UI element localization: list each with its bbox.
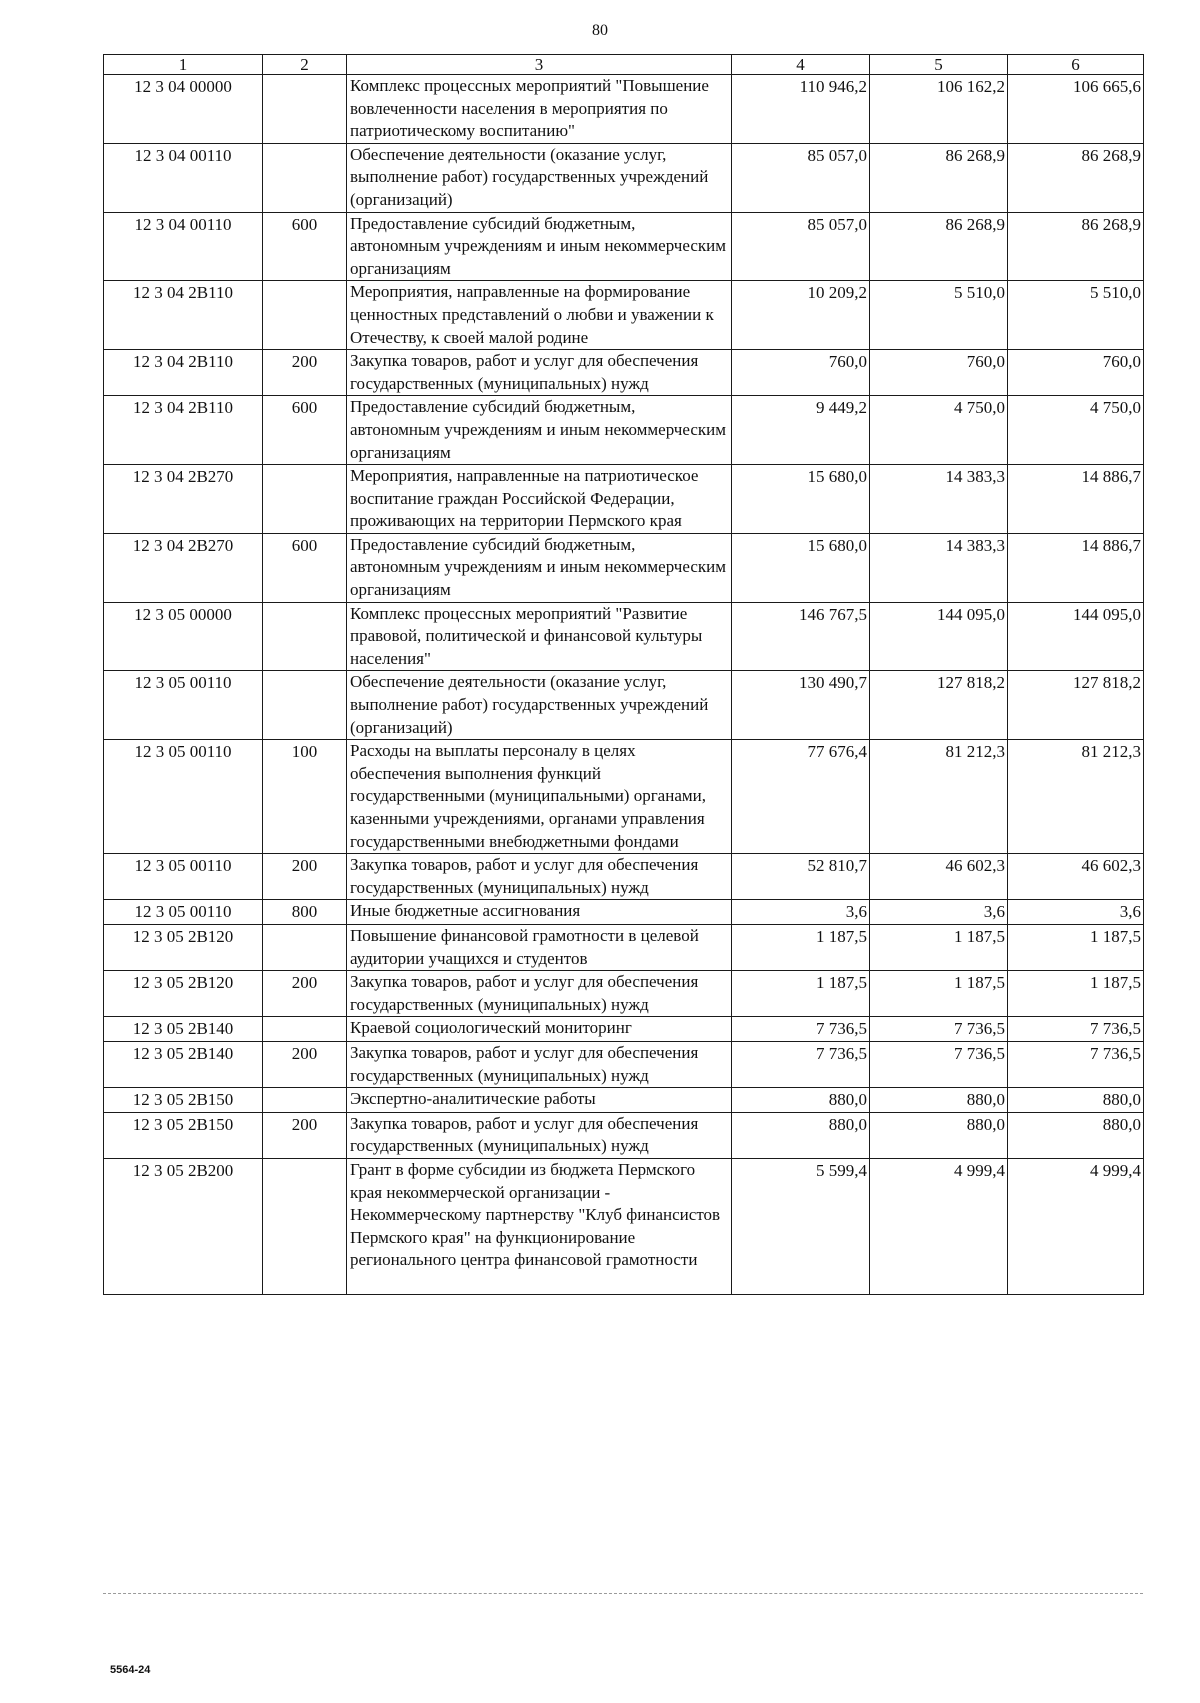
table-body <box>104 75 1144 1295</box>
row-value-col5-cell: 880,0 <box>870 1088 1008 1113</box>
row-expense-type-cell <box>263 924 347 970</box>
row-value-col5-cell: 1 187,5 <box>870 924 1008 970</box>
row-value-col6-cell: 1 187,5 <box>1008 924 1144 970</box>
row-code-cell: 12 3 05 2В140 <box>104 1017 263 1042</box>
row-name-cell: Повышение финансовой грамотности в целевой аудитории учащихся и студентов <box>347 924 732 970</box>
row-value-col5-cell: 86 268,9 <box>870 143 1008 212</box>
row-value-col6-cell: 46 602,3 <box>1008 854 1144 900</box>
row-value-col6-cell: 7 736,5 <box>1008 1041 1144 1087</box>
table-row <box>104 924 1144 970</box>
row-value-col6-cell: 144 095,0 <box>1008 602 1144 671</box>
row-expense-type-cell: 600 <box>263 212 347 281</box>
row-value-col6-cell: 880,0 <box>1008 1112 1144 1158</box>
document-id: 5564-24 <box>110 1664 151 1676</box>
row-expense-type-cell: 100 <box>263 740 347 854</box>
row-value-col5-cell: 3,6 <box>870 900 1008 925</box>
row-value-col5-cell: 1 187,5 <box>870 971 1008 1017</box>
row-code-cell: 12 3 04 2В110 <box>104 350 263 396</box>
row-name-cell: Обеспечение деятельности (оказание услуг, выполнение работ) государственных учреждений (организаций) <box>347 143 732 212</box>
row-name-cell: Предоставление субсидий бюджетным, автономным учреждениям и иным некоммерческим организациям <box>347 212 732 281</box>
table-row <box>104 671 1144 740</box>
row-value-col6-cell: 5 510,0 <box>1008 281 1144 350</box>
row-expense-type-cell <box>263 143 347 212</box>
row-value-col5-cell: 7 736,5 <box>870 1017 1008 1042</box>
table-row <box>104 971 1144 1017</box>
row-value-col6-cell: 86 268,9 <box>1008 143 1144 212</box>
row-value-col5-cell: 4 750,0 <box>870 396 1008 465</box>
row-code-cell: 12 3 04 2В110 <box>104 281 263 350</box>
row-code-cell: 12 3 04 00000 <box>104 75 263 144</box>
row-code-cell: 12 3 05 2В200 <box>104 1158 263 1294</box>
row-value-col5-cell: 7 736,5 <box>870 1041 1008 1087</box>
row-name-cell: Комплекс процессных мероприятий "Развитие правовой, политической и финансовой культуры населения" <box>347 602 732 671</box>
table-row <box>104 350 1144 396</box>
table-row <box>104 1088 1144 1113</box>
row-name-cell: Краевой социологический мониторинг <box>347 1017 732 1042</box>
row-value-col6-cell: 4 999,4 <box>1008 1158 1144 1294</box>
row-value-col4-cell: 1 187,5 <box>732 924 870 970</box>
row-code-cell: 12 3 05 00110 <box>104 854 263 900</box>
table-row <box>104 396 1144 465</box>
row-name-cell: Иные бюджетные ассигнования <box>347 900 732 925</box>
table-row <box>104 900 1144 925</box>
table-row <box>104 281 1144 350</box>
row-value-col6-cell: 81 212,3 <box>1008 740 1144 854</box>
bottom-divider <box>103 1593 1143 1594</box>
row-expense-type-cell: 200 <box>263 1041 347 1087</box>
row-value-col4-cell: 3,6 <box>732 900 870 925</box>
table-row <box>104 212 1144 281</box>
row-value-col5-cell: 760,0 <box>870 350 1008 396</box>
row-name-cell: Закупка товаров, работ и услуг для обеспечения государственных (муниципальных) нужд <box>347 1041 732 1087</box>
row-name-cell: Закупка товаров, работ и услуг для обеспечения государственных (муниципальных) нужд <box>347 350 732 396</box>
row-code-cell: 12 3 05 00000 <box>104 602 263 671</box>
row-value-col5-cell: 127 818,2 <box>870 671 1008 740</box>
row-value-col6-cell: 4 750,0 <box>1008 396 1144 465</box>
row-value-col4-cell: 15 680,0 <box>732 465 870 534</box>
column-header-6: 6 <box>1008 55 1144 75</box>
row-code-cell: 12 3 04 00110 <box>104 212 263 281</box>
row-value-col4-cell: 15 680,0 <box>732 533 870 602</box>
table-row <box>104 602 1144 671</box>
row-value-col4-cell: 130 490,7 <box>732 671 870 740</box>
row-code-cell: 12 3 05 00110 <box>104 900 263 925</box>
row-value-col6-cell: 1 187,5 <box>1008 971 1144 1017</box>
row-value-col4-cell: 110 946,2 <box>732 75 870 144</box>
row-name-cell: Грант в форме субсидии из бюджета Пермского края некоммерческой организации - Некоммерческому партнерству "Клуб финансистов Пермского края" на функционирование регионального центра финансовой грамотности <box>347 1158 732 1294</box>
row-expense-type-cell: 200 <box>263 350 347 396</box>
row-code-cell: 12 3 04 2В270 <box>104 465 263 534</box>
row-value-col6-cell: 7 736,5 <box>1008 1017 1144 1042</box>
row-value-col4-cell: 52 810,7 <box>732 854 870 900</box>
row-value-col4-cell: 9 449,2 <box>732 396 870 465</box>
table-row <box>104 1112 1144 1158</box>
column-header-4: 4 <box>732 55 870 75</box>
row-value-col4-cell: 880,0 <box>732 1112 870 1158</box>
row-value-col6-cell: 14 886,7 <box>1008 533 1144 602</box>
row-expense-type-cell <box>263 1088 347 1113</box>
row-code-cell: 12 3 04 2В110 <box>104 396 263 465</box>
row-value-col6-cell: 106 665,6 <box>1008 75 1144 144</box>
row-expense-type-cell: 600 <box>263 533 347 602</box>
table-row <box>104 854 1144 900</box>
table-row <box>104 465 1144 534</box>
table-header-row <box>104 55 1144 75</box>
row-expense-type-cell <box>263 281 347 350</box>
column-header-3: 3 <box>347 55 732 75</box>
column-header-1: 1 <box>104 55 263 75</box>
row-code-cell: 12 3 05 00110 <box>104 740 263 854</box>
row-value-col6-cell: 760,0 <box>1008 350 1144 396</box>
row-expense-type-cell <box>263 602 347 671</box>
row-expense-type-cell <box>263 75 347 144</box>
row-expense-type-cell: 200 <box>263 1112 347 1158</box>
row-value-col5-cell: 4 999,4 <box>870 1158 1008 1294</box>
row-value-col5-cell: 14 383,3 <box>870 533 1008 602</box>
row-expense-type-cell <box>263 671 347 740</box>
row-name-cell: Предоставление субсидий бюджетным, автономным учреждениям и иным некоммерческим организациям <box>347 396 732 465</box>
row-value-col6-cell: 127 818,2 <box>1008 671 1144 740</box>
row-code-cell: 12 3 04 2В270 <box>104 533 263 602</box>
row-value-col6-cell: 880,0 <box>1008 1088 1144 1113</box>
row-code-cell: 12 3 04 00110 <box>104 143 263 212</box>
row-name-cell: Обеспечение деятельности (оказание услуг, выполнение работ) государственных учреждений (организаций) <box>347 671 732 740</box>
row-value-col4-cell: 7 736,5 <box>732 1041 870 1087</box>
table-row <box>104 740 1144 854</box>
page-number: 80 <box>592 22 608 39</box>
row-name-cell: Закупка товаров, работ и услуг для обеспечения государственных (муниципальных) нужд <box>347 1112 732 1158</box>
row-code-cell: 12 3 05 2В120 <box>104 924 263 970</box>
row-value-col4-cell: 85 057,0 <box>732 212 870 281</box>
table-row <box>104 1041 1144 1087</box>
row-name-cell: Закупка товаров, работ и услуг для обеспечения государственных (муниципальных) нужд <box>347 854 732 900</box>
row-expense-type-cell <box>263 465 347 534</box>
row-value-col4-cell: 7 736,5 <box>732 1017 870 1042</box>
row-value-col4-cell: 146 767,5 <box>732 602 870 671</box>
column-header-2: 2 <box>263 55 347 75</box>
row-value-col5-cell: 46 602,3 <box>870 854 1008 900</box>
row-value-col4-cell: 85 057,0 <box>732 143 870 212</box>
table-row <box>104 143 1144 212</box>
row-name-cell: Предоставление субсидий бюджетным, автономным учреждениям и иным некоммерческим организациям <box>347 533 732 602</box>
row-expense-type-cell: 800 <box>263 900 347 925</box>
budget-table <box>103 54 1144 1295</box>
row-expense-type-cell: 600 <box>263 396 347 465</box>
row-value-col4-cell: 880,0 <box>732 1088 870 1113</box>
row-name-cell: Закупка товаров, работ и услуг для обеспечения государственных (муниципальных) нужд <box>347 971 732 1017</box>
table-row <box>104 75 1144 144</box>
row-value-col5-cell: 5 510,0 <box>870 281 1008 350</box>
row-expense-type-cell <box>263 1158 347 1294</box>
row-value-col4-cell: 77 676,4 <box>732 740 870 854</box>
table-row <box>104 1017 1144 1042</box>
row-code-cell: 12 3 05 2В150 <box>104 1088 263 1113</box>
row-value-col4-cell: 10 209,2 <box>732 281 870 350</box>
row-value-col5-cell: 86 268,9 <box>870 212 1008 281</box>
row-value-col4-cell: 760,0 <box>732 350 870 396</box>
row-value-col6-cell: 86 268,9 <box>1008 212 1144 281</box>
row-name-cell: Экспертно-аналитические работы <box>347 1088 732 1113</box>
row-name-cell: Мероприятия, направленные на формирование ценностных представлений о любви и уважении к Отечеству, к своей малой родине <box>347 281 732 350</box>
table-row <box>104 1158 1144 1294</box>
row-value-col5-cell: 880,0 <box>870 1112 1008 1158</box>
row-value-col4-cell: 5 599,4 <box>732 1158 870 1294</box>
row-expense-type-cell: 200 <box>263 971 347 1017</box>
row-name-cell: Комплекс процессных мероприятий "Повышение вовлеченности населения в мероприятия по патриотическому воспитанию" <box>347 75 732 144</box>
row-code-cell: 12 3 05 2В120 <box>104 971 263 1017</box>
row-name-cell: Расходы на выплаты персоналу в целях обеспечения выполнения функций государственными (муниципальными) органами, казенными учреждениями, органами управления государственными внебюджетными фондами <box>347 740 732 854</box>
row-name-cell: Мероприятия, направленные на патриотическое воспитание граждан Российской Федерации, проживающих на территории Пермского края <box>347 465 732 534</box>
row-value-col6-cell: 14 886,7 <box>1008 465 1144 534</box>
row-value-col5-cell: 106 162,2 <box>870 75 1008 144</box>
row-expense-type-cell: 200 <box>263 854 347 900</box>
table-row <box>104 533 1144 602</box>
row-code-cell: 12 3 05 2В150 <box>104 1112 263 1158</box>
row-value-col6-cell: 3,6 <box>1008 900 1144 925</box>
row-value-col5-cell: 14 383,3 <box>870 465 1008 534</box>
row-value-col5-cell: 81 212,3 <box>870 740 1008 854</box>
row-value-col4-cell: 1 187,5 <box>732 971 870 1017</box>
row-value-col5-cell: 144 095,0 <box>870 602 1008 671</box>
row-code-cell: 12 3 05 2В140 <box>104 1041 263 1087</box>
row-code-cell: 12 3 05 00110 <box>104 671 263 740</box>
column-header-5: 5 <box>870 55 1008 75</box>
row-expense-type-cell <box>263 1017 347 1042</box>
